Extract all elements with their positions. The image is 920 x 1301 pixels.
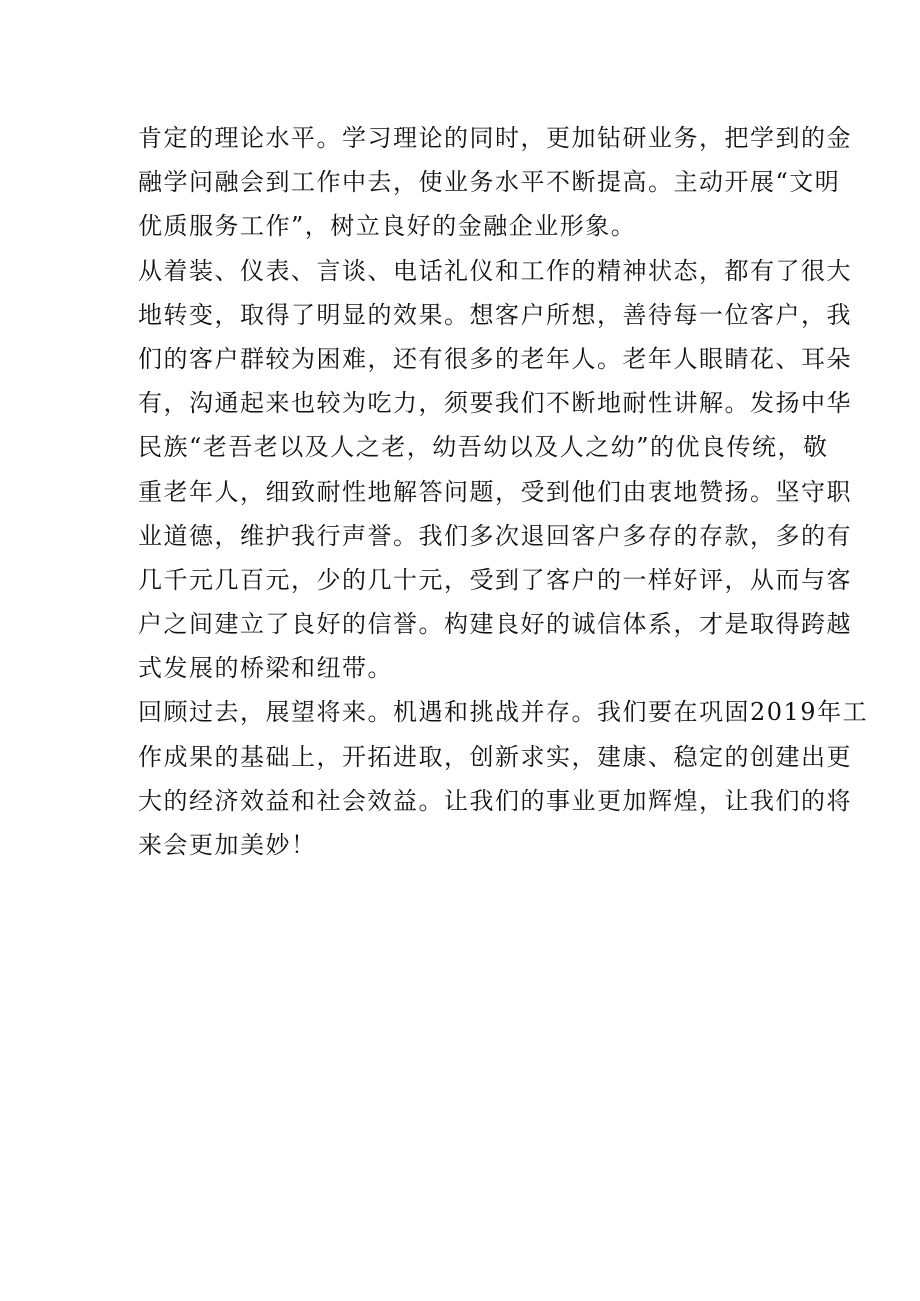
paragraph-3 [138, 690, 869, 867]
text-line: 户之间建立了良好的信誉。构建良好的诚信体系，才是取得跨越 [138, 610, 852, 639]
text-line: 式发展的桥梁和纽带。 [138, 654, 393, 683]
text-line: 肯定的理论水平。学习理论的同时，更加钻研业务，把学到的金 [138, 124, 852, 152]
text-line: 融学问融会到工作中去，使业务水平不断提高。主动开展“文明 [138, 168, 841, 197]
paragraph-2 [138, 249, 852, 691]
text-line: 几千元几百元，少的几十元，受到了客户的一样好评，从而与客 [138, 565, 852, 594]
paragraph-1 [138, 116, 852, 249]
text-line: 作成果的基础上，开拓进取，创新求实，建康、稳定的创建出更 [138, 742, 852, 771]
text-line: 大的经济效益和社会效益。让我们的事业更加辉煌，让我们的将 [138, 786, 852, 815]
text-line: 来会更加美妙！ [138, 831, 317, 859]
document-body [138, 116, 869, 867]
text-line: 回顾过去，展望将来。机遇和挑战并存。我们要在巩固2019年工 [138, 698, 869, 727]
text-line: 民族“老吾老以及人之老，幼吾幼以及人之幼”的优良传统，敬 [138, 433, 829, 462]
text-line: 们的客户群较为困难，还有很多的老年人。老年人眼睛花、耳朵 [138, 344, 852, 373]
text-line: 有，沟通起来也较为吃力，须要我们不断地耐性讲解。发扬中华 [138, 389, 852, 418]
text-line: 从着装、仪表、言谈、电话礼仪和工作的精神状态，都有了很大 [138, 256, 852, 285]
text-line: 重老年人，细致耐性地解答问题，受到他们由衷地赞扬。坚守职 [138, 477, 852, 506]
text-line: 优质服务工作”，树立良好的金融企业形象。 [138, 212, 637, 241]
text-line: 业道德，维护我行声誉。我们多次退回客户多存的存款，多的有 [138, 521, 852, 550]
text-line: 地转变，取得了明显的效果。想客户所想，善待每一位客户，我 [138, 300, 852, 329]
